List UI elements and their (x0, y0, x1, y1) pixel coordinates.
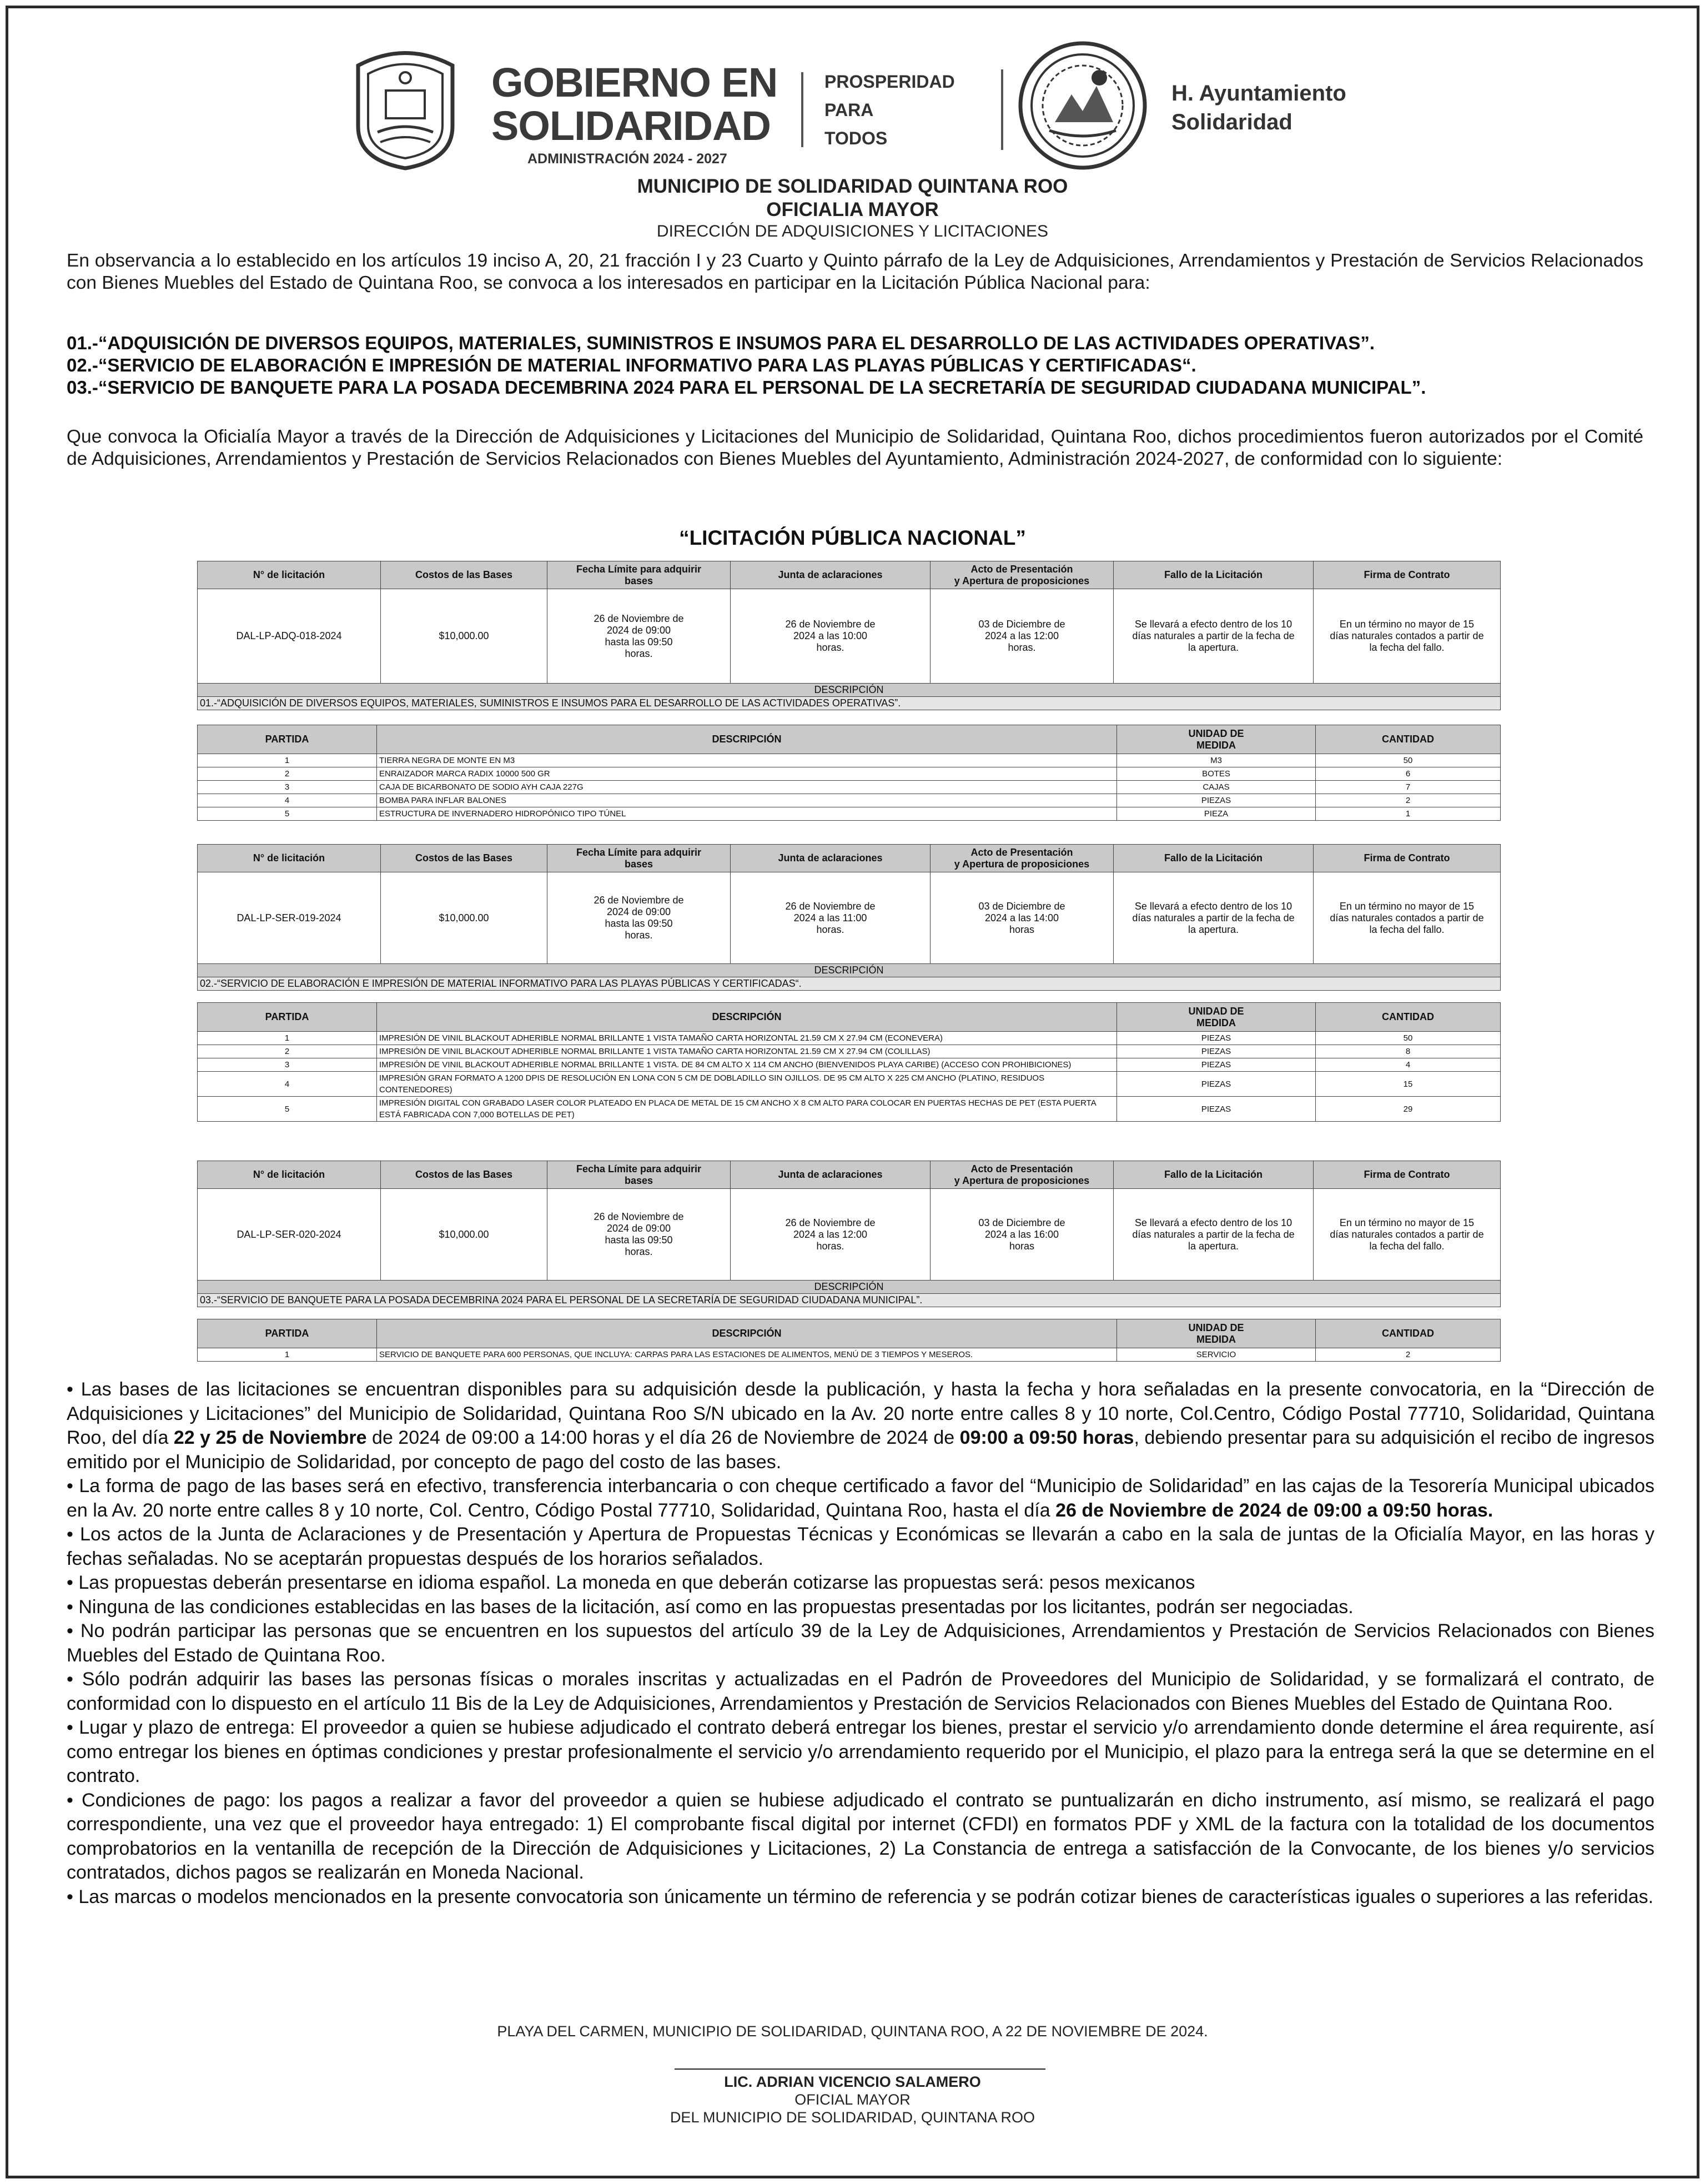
header-unidad-l2: MEDIDA (1196, 739, 1236, 751)
header-acto-l1: Acto de Presentación (970, 1163, 1073, 1174)
cell-line: Se llevará a efecto dentro de los 10 (1134, 619, 1292, 630)
direccion-title: DIRECCIÓN DE ADQUISICIONES Y LICITACIONES (656, 222, 1049, 240)
licitacion-fallo (1114, 589, 1314, 684)
administration-label: ADMINISTRACIÓN 2024 - 2027 (527, 151, 727, 167)
cell-line: 2024 a las 16:00 (984, 1228, 1059, 1240)
licitacion-junta (731, 872, 931, 964)
description-title-row (198, 977, 1501, 991)
description-header-row (198, 964, 1501, 977)
licitacion-junta (731, 589, 931, 684)
cell-line: En un término no mayor de 15 (1339, 619, 1475, 630)
signer-role: OFICIAL MAYOR (794, 2091, 911, 2108)
text-run: de 2024 de 09:00 a 14:00 horas y el día 26 de Noviembre de 2024 de (366, 1427, 960, 1448)
partida-unidad: BOTES (1117, 767, 1316, 781)
text-run-bold: 22 y 25 de Noviembre (173, 1427, 367, 1448)
header-descripcion: DESCRIPCIÓN (377, 1003, 1117, 1032)
header-acto (931, 845, 1114, 872)
description-title: 01.-“ADQUISICIÓN DE DIVERSOS EQUIPOS, MATERIALES, SUMINISTROS E INSUMOS PARA EL DESARROLLO DE LAS ACTIVIDADES OPERATIVAS”. (198, 697, 1501, 710)
table-row (198, 1045, 1501, 1058)
header-acto-l2: y Apertura de proposiciones (954, 575, 1090, 586)
licitacion-firma (1314, 872, 1501, 964)
licitacion-row (198, 589, 1501, 684)
table-row (198, 794, 1501, 807)
text-run: • La forma de pago de las bases será en efectivo, transferencia interbancaria o con cheque certificado a favor del “Municipio de Solidaridad” en las cajas de la Tesorería Municipal ubicados en la Av. 20 norte entre calles 8 y 10 norte, Col. Centro, Código Postal 77710, Solidaridad, Quintana Roo, hasta el día (67, 1475, 1654, 1521)
partida-desc: ESTRUCTURA DE INVERNADERO HIDROPÓNICO TIPO TÚNEL (377, 807, 1117, 821)
ayuntamiento-label (1171, 79, 1346, 137)
text-run-bold: 09:00 a 09:50 horas (959, 1427, 1134, 1448)
condition-item: • Lugar y plazo de entrega: El proveedor a quien se hubiese adjudicado el contrato deberá entregar los bienes, prestar el servicio y/o arrendamiento donde determine el área requirente, así como entregar los bienes en óptimas condiciones y prestar profesionalmente el servicio y/o arrendamiento requerido por el Municipio, el plazo para la entrega será la que se determine en el contrato. (67, 1717, 1654, 1786)
cell-line: la apertura. (1188, 1240, 1239, 1252)
cell-line: días naturales contados a partir de (1330, 1228, 1484, 1240)
licitacion-fallo (1114, 872, 1314, 964)
cell-line: hasta las 09:50 (605, 636, 673, 647)
licitacion-acto (931, 589, 1114, 684)
description-header: DESCRIPCIÓN (198, 684, 1501, 697)
partida-cantidad: 29 (1316, 1097, 1501, 1122)
header-firma: Firma de Contrato (1314, 561, 1501, 589)
header-fecha (547, 561, 731, 589)
condition-item: • Sólo podrán adquirir las bases las personas físicas o morales inscritas y actualizadas en el Padrón de Proveedores del Municipio de Solidaridad, y se formalizará el contrato, de conformidad con lo dispuesto en el artículo 11 Bis de la Ley de Adquisiciones, Arrendamientos y Prestación de Servicios Relacionados con Bienes Muebles del Estado de Quintana Roo. (67, 1669, 1654, 1714)
cell-line: horas. (625, 1246, 653, 1257)
partida-desc: ENRAIZADOR MARCA RADIX 10000 500 GR (377, 767, 1117, 781)
licitacion-acto (931, 1189, 1114, 1281)
partida-num: 1 (198, 1032, 377, 1045)
cell-line: 03 de Diciembre de (978, 1217, 1065, 1228)
header-num: N° de licitación (198, 561, 381, 589)
gov-line-1: GOBIERNO EN (491, 59, 778, 106)
header-firma: Firma de Contrato (1314, 1161, 1501, 1189)
header-acto-l1: Acto de Presentación (970, 563, 1073, 575)
condition-item: • Las marcas o modelos mencionados en la presente convocatoria son únicamente un término de referencia y se podrán cotizar bienes de características iguales o superiores a las referidas. (67, 1886, 1654, 1907)
cell-line: 03 de Diciembre de (978, 619, 1065, 630)
licitacion-row (198, 872, 1501, 964)
header-fallo: Fallo de la Licitación (1114, 561, 1314, 589)
signature-block (8, 2073, 1697, 2126)
cell-line: la fecha del fallo. (1369, 923, 1445, 935)
licitacion-costo: $10,000.00 (381, 589, 547, 684)
table-row (198, 1032, 1501, 1045)
licitacion-fallo (1114, 1189, 1314, 1281)
municipio-title: MUNICIPIO DE SOLIDARIDAD QUINTANA ROO (637, 175, 1068, 197)
partida-num: 3 (198, 1058, 377, 1072)
table-row (198, 781, 1501, 794)
intro-paragraph: En observancia a lo establecido en los artículos 19 inciso A, 20, 21 fracción I y 23 Cuarto y Quinto párrafo de la Ley de Adquisiciones, Arrendamientos y Prestación de Servicios Relacionados con Bienes Muebles del Estado de Quintana Roo, se convoca a los interesados en participar en la Licitación Pública Nacional para: (67, 250, 1643, 293)
partida-num: 2 (198, 1045, 377, 1058)
header-firma: Firma de Contrato (1314, 845, 1501, 872)
ayto-line-2: Solidaridad (1171, 110, 1292, 134)
partida-desc: IMPRESIÓN DIGITAL CON GRABADO LASER COLOR PLATEADO EN PLACA DE METAL DE 15 CM ANCHO X 8 CM ALTO PARA COLOCAR EN PUERTAS HECHAS DE PET (ESTA PUERTA ESTÁ FABRICADA CON 7,000 BOTELLAS DE PET) (377, 1097, 1117, 1122)
cell-line: la fecha del fallo. (1369, 1240, 1445, 1252)
condition-item (67, 1474, 1654, 1523)
partida-num: 1 (198, 754, 377, 767)
table-row (198, 767, 1501, 781)
header-costos: Costos de las Bases (381, 1161, 547, 1189)
partidas-header-row (198, 725, 1501, 754)
partida-num: 1 (198, 1348, 377, 1362)
cell-line: días naturales a partir de la fecha de (1132, 1228, 1295, 1240)
header-fallo: Fallo de la Licitación (1114, 1161, 1314, 1189)
cell-line: En un término no mayor de 15 (1339, 900, 1475, 912)
header-descripcion: DESCRIPCIÓN (377, 1319, 1117, 1348)
description-title: 02.-“SERVICIO DE ELABORACIÓN E IMPRESIÓN DE MATERIAL INFORMATIVO PARA LAS PLAYAS PÚBLICAS Y CERTIFICADAS“. (198, 977, 1501, 991)
text-run: , debiendo presentar para su adquisición el recibo de ingresos emitido por el Municipio de Solidaridad, por concepto de pago del costo de las bases. (67, 1427, 1654, 1473)
partida-unidad: PIEZAS (1117, 1097, 1316, 1122)
divider (801, 72, 803, 147)
partidas-table-3 (197, 1319, 1501, 1362)
cell-line: 26 de Noviembre de (594, 1211, 684, 1222)
cell-line: 26 de Noviembre de (594, 612, 684, 624)
header-unidad-l1: UNIDAD DE (1188, 1322, 1244, 1333)
header-fecha (547, 1161, 731, 1189)
header-acto-l2: y Apertura de proposiciones (954, 1174, 1090, 1186)
item-01: 01.-“ADQUISICIÓN DE DIVERSOS EQUIPOS, MATERIALES, SUMINISTROS E INSUMOS PARA EL DESARROLLO DE LAS ACTIVIDADES OPERATIVAS”. (67, 333, 1375, 353)
cell-line: días naturales contados a partir de (1330, 912, 1484, 923)
partida-unidad: CAJAS (1117, 781, 1316, 794)
item-03: 03.-“SERVICIO DE BANQUETE PARA LA POSADA DECEMBRINA 2024 PARA EL PERSONAL DE LA SECRETARÍA DE SEGURIDAD CIUDADANA MUNICIPAL”. (67, 377, 1426, 398)
description-header-row (198, 684, 1501, 697)
licitacion-num: DAL-LP-SER-019-2024 (198, 872, 381, 964)
cell-line: 26 de Noviembre de (785, 619, 876, 630)
partidas-table-1 (197, 725, 1501, 821)
partida-unidad: PIEZAS (1117, 1072, 1316, 1097)
table-header-row (198, 561, 1501, 589)
partidas-table-2 (197, 1002, 1501, 1122)
licitacion-num: DAL-LP-SER-020-2024 (198, 1189, 381, 1281)
header-unidad (1117, 1003, 1316, 1032)
partida-cantidad: 8 (1316, 1045, 1501, 1058)
partida-desc: IMPRESIÓN GRAN FORMATO A 1200 DPIS DE RESOLUCIÓN EN LONA CON 5 CM DE DOBLADILLO SIN OJILLOS. DE 95 CM ALTO X 225 CM ANCHO (PLATINO, RESIDUOS CONTENEDORES) (377, 1072, 1117, 1097)
header-acto (931, 561, 1114, 589)
header-acto-l1: Acto de Presentación (970, 846, 1073, 858)
cell-line: 2024 a las 11:00 (793, 912, 867, 923)
signature-line (675, 2068, 1045, 2070)
divider (1001, 69, 1003, 150)
header-cantidad: CANTIDAD (1316, 1319, 1501, 1348)
condition-item: • Las propuestas deberán presentarse en idioma español. La moneda en que deberán cotizarse las propuestas será: pesos mexicanos (67, 1572, 1195, 1593)
condition-item: • No podrán participar las personas que se encuentren en los supuestos del artículo 39 de la Ley de Adquisiciones, Arrendamientos y Prestación de Servicios Relacionados con Bienes Muebles del Estado de Quintana Roo. (67, 1620, 1654, 1666)
header-unidad (1117, 1319, 1316, 1348)
partida-num: 2 (198, 767, 377, 781)
partida-cantidad: 50 (1316, 1032, 1501, 1045)
cell-line: la apertura. (1188, 642, 1239, 653)
description-title: 03.-“SERVICIO DE BANQUETE PARA LA POSADA DECEMBRINA 2024 PARA EL PERSONAL DE LA SECRETARÍA DE SEGURIDAD CIUDADANA MUNICIPAL”. (198, 1294, 1501, 1307)
partida-cantidad: 1 (1316, 807, 1501, 821)
header-partida: PARTIDA (198, 1319, 377, 1348)
licitacion-table-1 (197, 561, 1501, 710)
header-junta: Junta de aclaraciones (731, 561, 931, 589)
header-unidad-l1: UNIDAD DE (1188, 727, 1244, 739)
partida-unidad: PIEZAS (1117, 1045, 1316, 1058)
description-title-row (198, 1294, 1501, 1307)
header-partida: PARTIDA (198, 725, 377, 754)
partida-desc: IMPRESIÓN DE VINIL BLACKOUT ADHERIBLE NORMAL BRILLANTE 1 VISTA TAMAÑO CARTA HORIZONTAL 21.59 CM X 27.94 CM (COLILLAS) (377, 1045, 1117, 1058)
document-titles (8, 175, 1697, 242)
header-fecha-l1: Fecha Límite para adquirir (576, 1163, 702, 1174)
table-row (198, 1058, 1501, 1072)
partida-unidad: PIEZA (1117, 807, 1316, 821)
licitacion-num: DAL-LP-ADQ-018-2024 (198, 589, 381, 684)
government-logo-text (491, 61, 777, 148)
cell-line: 26 de Noviembre de (785, 1217, 876, 1228)
cell-line: 26 de Noviembre de (594, 895, 684, 906)
header-fecha-l1: Fecha Límite para adquirir (576, 563, 702, 575)
cell-line: días naturales a partir de la fecha de (1132, 630, 1295, 641)
cell-line: días naturales a partir de la fecha de (1132, 912, 1295, 923)
table-row (198, 1348, 1501, 1362)
licitacion-fecha (547, 589, 731, 684)
table-row (198, 807, 1501, 821)
condition-item: • Los actos de la Junta de Aclaraciones y de Presentación y Apertura de Propuestas Técnicas y Económicas se llevarán a cabo en la sala de juntas de la Oficialía Mayor, en las horas y fechas señaladas. No se aceptarán propuestas después de los horarios señalados. (67, 1524, 1654, 1569)
place-date: PLAYA DEL CARMEN, MUNICIPIO DE SOLIDARIDAD, QUINTANA ROO, A 22 DE NOVIEMBRE DE 2024. (497, 2023, 1208, 2040)
header-junta: Junta de aclaraciones (731, 845, 931, 872)
partida-desc: BOMBA PARA INFLAR BALONES (377, 794, 1117, 807)
partida-cantidad: 2 (1316, 794, 1501, 807)
table-header-row (198, 845, 1501, 872)
text-run: • Las bases de las licitaciones se encuentran disponibles para su adquisición desde la publicación, y hasta la fecha y hora señaladas en la presente convocatoria, en la “Dirección de Adquisiciones y Licitaciones” del Municipio de Solidaridad, Quintana Roo S/N ubicado en la Av. 20 norte entre calles 8 y 10 norte, Col.Centro, Código Postal 77710, Solidaridad, Quintana Roo, del día (67, 1379, 1654, 1448)
gov-line-2: SOLIDARIDAD (491, 103, 771, 149)
cell-line: horas. (816, 923, 844, 935)
partida-unidad: PIEZAS (1117, 1032, 1316, 1045)
header-acto-l2: y Apertura de proposiciones (954, 858, 1090, 870)
header-unidad (1117, 725, 1316, 754)
cell-line: 03 de Diciembre de (978, 900, 1065, 912)
text-run-bold: 26 de Noviembre de 2024 de 09:00 a 09:50 horas. (1055, 1499, 1493, 1521)
cell-line: días naturales contados a partir de (1330, 630, 1484, 641)
cell-line: Se llevará a efecto dentro de los 10 (1134, 1217, 1292, 1228)
partida-num: 3 (198, 781, 377, 794)
partida-cantidad: 4 (1316, 1058, 1501, 1072)
cell-line: 2024 a las 14:00 (984, 912, 1059, 923)
licitacion-fecha (547, 1189, 731, 1281)
partida-unidad: PIEZAS (1117, 1058, 1316, 1072)
partidas-header-row (198, 1003, 1501, 1032)
partida-num: 5 (198, 1097, 377, 1122)
licitacion-junta (731, 1189, 931, 1281)
cell-line: horas. (1008, 642, 1036, 653)
cell-line: 2024 de 09:00 (606, 1223, 671, 1234)
header-unidad-l1: UNIDAD DE (1188, 1005, 1244, 1017)
licitacion-fecha (547, 872, 731, 964)
cell-line: la fecha del fallo. (1369, 642, 1445, 653)
cell-line: 2024 a las 12:00 (793, 1228, 868, 1240)
partidas-header-row (198, 1319, 1501, 1348)
header-cantidad: CANTIDAD (1316, 725, 1501, 754)
partida-unidad: SERVICIO (1117, 1348, 1316, 1362)
header-unidad-l2: MEDIDA (1196, 1017, 1236, 1028)
partida-desc: TIERRA NEGRA DE MONTE EN M3 (377, 754, 1117, 767)
licitacion-firma (1314, 1189, 1501, 1281)
licitacion-costo: $10,000.00 (381, 872, 547, 964)
header (8, 39, 1697, 178)
cell-line: Se llevará a efecto dentro de los 10 (1134, 900, 1292, 912)
partida-cantidad: 50 (1316, 754, 1501, 767)
partida-desc: IMPRESIÓN DE VINIL BLACKOUT ADHERIBLE NORMAL BRILLANTE 1 VISTA TAMAÑO CARTA HORIZONTAL 21.59 CM X 27.94 CM (ECONEVERA) (377, 1032, 1117, 1045)
cell-line: hasta las 09:50 (605, 918, 673, 929)
partida-num: 4 (198, 794, 377, 807)
header-num: N° de licitación (198, 845, 381, 872)
licitacion-acto (931, 872, 1114, 964)
header-fallo: Fallo de la Licitación (1114, 845, 1314, 872)
conditions-list (67, 1378, 1654, 1909)
header-descripcion: DESCRIPCIÓN (377, 725, 1117, 754)
cell-line: En un término no mayor de 15 (1339, 1217, 1475, 1228)
partida-cantidad: 2 (1316, 1348, 1501, 1362)
cell-line: 2024 de 09:00 (606, 906, 671, 917)
licitacion-publica-title: “LICITACIÓN PÚBLICA NACIONAL” (679, 526, 1026, 549)
oficialia-title: OFICIALIA MAYOR (766, 199, 939, 220)
partida-unidad: PIEZAS (1117, 794, 1316, 807)
header-fecha-l1: Fecha Límite para adquirir (576, 846, 702, 858)
header-fecha (547, 845, 731, 872)
header-junta: Junta de aclaraciones (731, 1161, 931, 1189)
cell-line: horas (1009, 1240, 1035, 1252)
header-fecha-l2: bases (624, 1174, 653, 1186)
partida-unidad: M3 (1117, 754, 1316, 767)
slogan-line: TODOS (824, 128, 888, 148)
cell-line: 2024 a las 10:00 (793, 630, 868, 641)
cell-line: horas. (816, 642, 844, 653)
cell-line: horas. (625, 930, 653, 941)
description-header: DESCRIPCIÓN (198, 1281, 1501, 1294)
partida-cantidad: 6 (1316, 767, 1501, 781)
partida-cantidad: 15 (1316, 1072, 1501, 1097)
description-title-row (198, 697, 1501, 710)
cell-line: hasta las 09:50 (605, 1234, 673, 1246)
cell-line: horas. (816, 1240, 844, 1252)
header-costos: Costos de las Bases (381, 845, 547, 872)
header-costos: Costos de las Bases (381, 561, 547, 589)
cell-line: horas. (625, 647, 653, 659)
signer-name: LIC. ADRIAN VICENCIO SALAMERO (724, 2073, 981, 2090)
licitacion-row (198, 1189, 1501, 1281)
item-02: 02.-“SERVICIO DE ELABORACIÓN E IMPRESIÓN DE MATERIAL INFORMATIVO PARA LAS PLAYAS PÚBLICAS Y CERTIFICADAS“. (67, 355, 1196, 375)
header-fecha-l2: bases (624, 858, 653, 870)
cell-line: 2024 a las 12:00 (984, 630, 1059, 641)
items-list (67, 332, 1654, 399)
partida-num: 5 (198, 807, 377, 821)
licitacion-costo: $10,000.00 (381, 1189, 547, 1281)
cell-line: la apertura. (1188, 923, 1239, 935)
partida-desc: IMPRESIÓN DE VINIL BLACKOUT ADHERIBLE NORMAL BRILLANTE 1 VISTA. DE 84 CM ALTO X 114 CM ANCHO (BIENVENIDOS PLAYA CARIBE) (ACCESO CON PROHIBICIONES) (377, 1058, 1117, 1072)
condition-item: • Condiciones de pago: los pagos a realizar a favor del proveedor a quien se hubiese adjudicado el contrato se puntualizarán en dicho instrumento, así mismo, se realizará el pago correspondiente, una vez que el proveedor haya entregado: 1) El comprobante fiscal digital por internet (CFDI) en formatos PDF y XML de la factura con la totalidad de los documentos comprobatorios en la ventanilla de recepción de la Dirección de Adquisiciones y Licitaciones, 2) La Constancia de entrega a satisfacción de la Convocante, de los bienes y/o servicios contratados, dichos pagos se realizarán en Moneda Nacional. (67, 1789, 1654, 1883)
slogan-line: PROSPERIDAD (824, 72, 955, 92)
description-header: DESCRIPCIÓN (198, 964, 1501, 977)
header-num: N° de licitación (198, 1161, 381, 1189)
municipal-seal-icon (347, 43, 464, 171)
header-unidad-l2: MEDIDA (1196, 1333, 1236, 1345)
header-fecha-l2: bases (624, 575, 653, 586)
condition-item (67, 1378, 1654, 1474)
convoca-paragraph: Que convoca la Oficialía Mayor a través de la Dirección de Adquisiciones y Licitaciones del Municipio de Solidaridad, Quintana Roo, dichos procedimientos fueron autorizados por el Comité de Adquisiciones, Arrendamientos y Prestación de Servicios Relacionados con Bienes Muebles del Ayuntamiento, Administración 2024-2027, de conformidad con lo siguiente: (67, 426, 1643, 469)
table-row (198, 1072, 1501, 1097)
licitacion-table-3 (197, 1161, 1501, 1307)
description-header-row (198, 1281, 1501, 1294)
partida-desc: CAJA DE BICARBONATO DE SODIO AYH CAJA 227G (377, 781, 1117, 794)
header-cantidad: CANTIDAD (1316, 1003, 1501, 1032)
slogan (824, 68, 955, 153)
header-acto (931, 1161, 1114, 1189)
table-header-row (198, 1161, 1501, 1189)
document-page (6, 6, 1699, 2178)
ayto-line-1: H. Ayuntamiento (1171, 81, 1346, 106)
cell-line: horas (1009, 923, 1035, 935)
slogan-line: PARA (824, 100, 874, 120)
signer-org: DEL MUNICIPIO DE SOLIDARIDAD, QUINTANA ROO (670, 2109, 1035, 2126)
licitacion-firma (1314, 589, 1501, 684)
partida-cantidad: 7 (1316, 781, 1501, 794)
condition-item: • Ninguna de las condiciones establecidas en las bases de la licitación, así como en las propuestas presentadas por los licitantes, podrán ser negociadas. (67, 1596, 1354, 1618)
cell-line: 26 de Noviembre de (785, 900, 876, 912)
partida-num: 4 (198, 1072, 377, 1097)
header-partida: PARTIDA (198, 1003, 377, 1032)
table-row (198, 754, 1501, 767)
licitacion-table-2 (197, 844, 1501, 991)
ayuntamiento-seal-icon (1016, 39, 1149, 172)
cell-line: 2024 de 09:00 (606, 624, 671, 636)
partida-desc: SERVICIO DE BANQUETE PARA 600 PERSONAS, QUE INCLUYA: CARPAS PARA LAS ESTACIONES DE ALIMENTOS, MENÚ DE 3 TIEMPOS Y MESEROS. (377, 1348, 1117, 1362)
table-row (198, 1097, 1501, 1122)
